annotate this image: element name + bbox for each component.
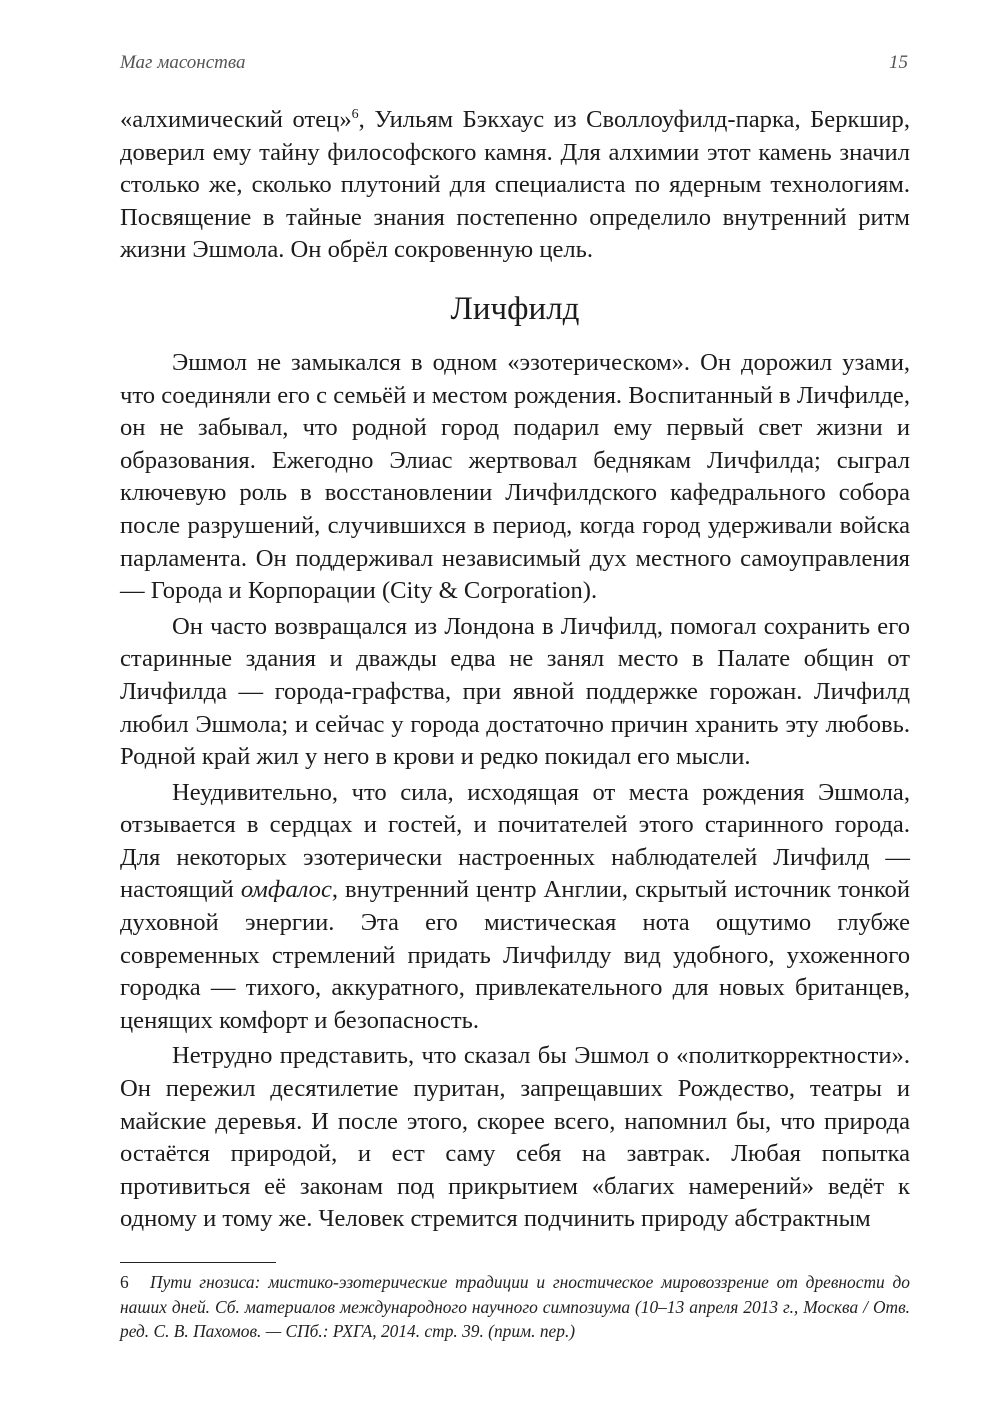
footnote-reference[interactable]: 6 — [351, 106, 359, 122]
main-text — [120, 104, 910, 1236]
emphasis-text: омфалос — [240, 876, 332, 904]
footnote — [120, 1270, 910, 1344]
paragraph-continued — [120, 104, 910, 267]
paragraph-text: Неудивительно, что сила, исходящая от места рождения Эшмола, отзывается в сердцах и гостей, и почитателей этого старинного города. Для некоторых эзотерически настроенных наблюдателей Личфилд — настоящий — [120, 778, 910, 904]
footnote-divider — [120, 1262, 276, 1263]
paragraph: Эшмол не замыкался в одном «эзотерическом». Он дорожил узами, что соединяли его с семьёй и местом рождения. Воспитанный в Личфилде, он не забывал, что родной город подарил ему первый свет жизни и образования. Ежегодно Элиас жертвовал беднякам Личфилда; сыграл ключевую роль в восстановлении Личфилдского кафедрального собора после разрушений, случившихся в период, когда город удерживали войска парламента. Он поддерживал независимый дух местного самоуправления — Города и Корпорации (City & Corporation). — [120, 348, 910, 605]
section-heading: Личфилд — [450, 290, 580, 327]
paragraph-text: , внутренний центр Англии, скрытый источник тонкой духовной энергии. Эта его мистическая нота ощутимо глубже современных стремлений придать Личфилду вид удобного, ухоженного городка — тихого, аккуратного, привлекательного для новых британцев, ценящих комфорт и безопасность. — [120, 876, 910, 1034]
paragraph-text: «алхимический отец» — [120, 106, 352, 133]
page-number: 15 — [889, 52, 908, 73]
paragraph: Он часто возвращался из Лондона в Личфилд, помогал сохранить его старинные здания и дважды едва не занял место в Палате общин от Личфилда — города-графства, при явной поддержке горожан. Личфилд любил Эшмола; и сейчас у города достаточно причин хранить эту любовь. Родной край жил у него в крови и редко покидал его мысли. — [120, 612, 910, 771]
book-title: Маг масонства — [120, 52, 246, 73]
paragraph-text: , Уильям Бэкхаус из Своллоуфилд-парка, Беркшир, доверил ему тайну философского камня. Для алхимии этот камень значил столько же, сколько плутоний для специалиста по ядерным технологиям. Посвящение в тайные знания постепенно определило внутренний ритм жизни Эшмола. Он обрёл сокровенную цель. — [120, 106, 910, 264]
footnote-text: Пути гнозиса: мистико-эзотерические традиции и гностическое мировоззрение от древности до наших дней. Сб. материалов международного научного симпозиума (10–13 апреля 2013 г., Москва / Отв. ред. С. В. Пахомов. — СПб.: РХГА, 2014. стр. 39. (прим. пер.) — [120, 1272, 910, 1341]
paragraph — [120, 777, 910, 1038]
paragraph: Нетрудно представить, что сказал бы Эшмол о «политкорректности». Он пережил десятилетие пуритан, запрещавших Рождество, театры и майские деревья. И после этого, скорее всего, напомнил бы, что природа остаётся природой, и ест саму себя на завтрак. Любая попытка противиться её законам под прикрытием «благих намерений» ведёт к одному и тому же. Человек стремится подчинить природу абстрактным — [120, 1042, 910, 1233]
footnote-number: 6 — [120, 1272, 129, 1292]
